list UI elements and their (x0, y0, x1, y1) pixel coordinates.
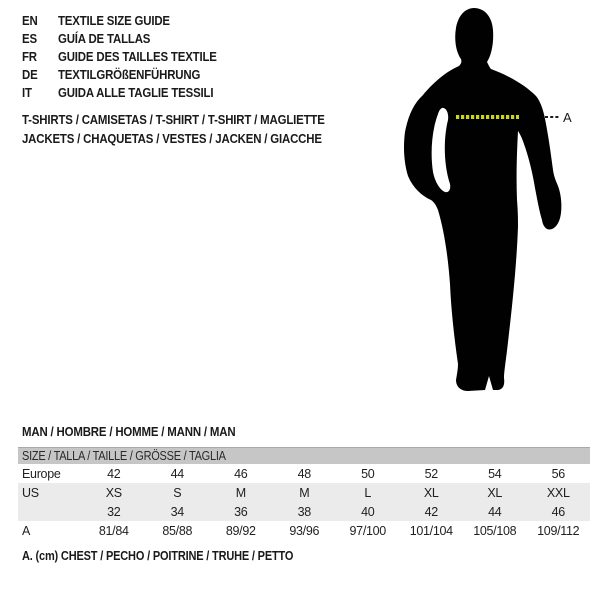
size-cell: 34 (146, 502, 210, 521)
table-row-europe (18, 464, 590, 483)
row-label: Europe (22, 466, 61, 481)
language-row-es (22, 30, 238, 48)
size-table (18, 447, 590, 540)
language-list (22, 12, 238, 102)
size-table-header-row (18, 448, 590, 465)
size-cell: 42 (107, 466, 121, 481)
size-cell: 50 (361, 466, 375, 481)
size-cell: 109/112 (537, 523, 580, 538)
language-row-de (22, 66, 238, 84)
language-label: GUIDE DES TAILLES TEXTILE (58, 49, 217, 64)
size-cell: XL (463, 483, 527, 502)
size-cell: 97/100 (349, 523, 386, 538)
measurement-footnote: A. (cm) CHEST / PECHO / POITRINE / TRUHE / PETTO (22, 549, 294, 563)
size-cell: 56 (551, 466, 565, 481)
measure-label-a: A (563, 110, 572, 125)
size-cell: 38 (273, 502, 337, 521)
size-cell: L (336, 483, 400, 502)
language-label: TEXTILGRÖßENFÜHRUNG (58, 67, 201, 82)
size-cell: 40 (336, 502, 400, 521)
size-cell: 101/104 (409, 523, 453, 538)
category-line-jackets: JACKETS / CHAQUETAS / VESTES / JACKEN / GIACCHE (22, 130, 322, 146)
size-cell: M (273, 483, 337, 502)
size-cell: 42 (400, 502, 464, 521)
man-silhouette (404, 8, 561, 391)
language-code: FR (22, 49, 37, 64)
language-code: EN (22, 13, 38, 28)
size-cell: 46 (527, 502, 591, 521)
language-code: DE (22, 67, 38, 82)
size-cell: 36 (209, 502, 273, 521)
size-cell: 44 (170, 466, 184, 481)
row-label (18, 502, 82, 521)
size-cell: XXL (527, 483, 591, 502)
size-cell: 105/108 (473, 523, 517, 538)
row-label: A (22, 523, 31, 538)
size-cell: 52 (424, 466, 438, 481)
language-code: ES (22, 31, 37, 46)
size-cell: 54 (488, 466, 502, 481)
size-cell: 89/92 (225, 523, 256, 538)
size-cell: XL (400, 483, 464, 502)
category-line-tshirts: T-SHIRTS / CAMISETAS / T-SHIRT / T-SHIRT / MAGLIETTE (22, 112, 325, 127)
gender-heading: MAN / HOMBRE / HOMME / MANN / MAN (22, 424, 236, 439)
size-cell: M (209, 483, 273, 502)
language-row-it (22, 84, 238, 102)
size-cell: 46 (234, 466, 248, 481)
size-cell: 48 (297, 466, 311, 481)
size-cell: 93/96 (289, 523, 320, 538)
table-row-us (18, 483, 590, 502)
category-heading (22, 111, 366, 148)
table-row-us-numeric (18, 502, 590, 521)
size-cell: S (146, 483, 210, 502)
language-label: TEXTILE SIZE GUIDE (58, 13, 170, 28)
language-code: IT (22, 85, 32, 100)
size-cell: 85/88 (162, 523, 193, 538)
table-row-chest-a (18, 521, 590, 540)
size-cell: 81/84 (98, 523, 129, 538)
language-row-fr (22, 48, 238, 66)
size-cell: 44 (463, 502, 527, 521)
language-label: GUÍA DE TALLAS (58, 31, 151, 46)
language-label: GUIDA ALLE TAGLIE TESSILI (58, 85, 214, 100)
size-table-header: SIZE / TALLA / TAILLE / GRÖSSE / TAGLIA (18, 448, 590, 465)
row-label: US (18, 483, 82, 502)
language-row-en (22, 12, 238, 30)
size-cell: 32 (82, 502, 146, 521)
size-cell: XS (82, 483, 146, 502)
man-figure-svg (390, 0, 600, 410)
